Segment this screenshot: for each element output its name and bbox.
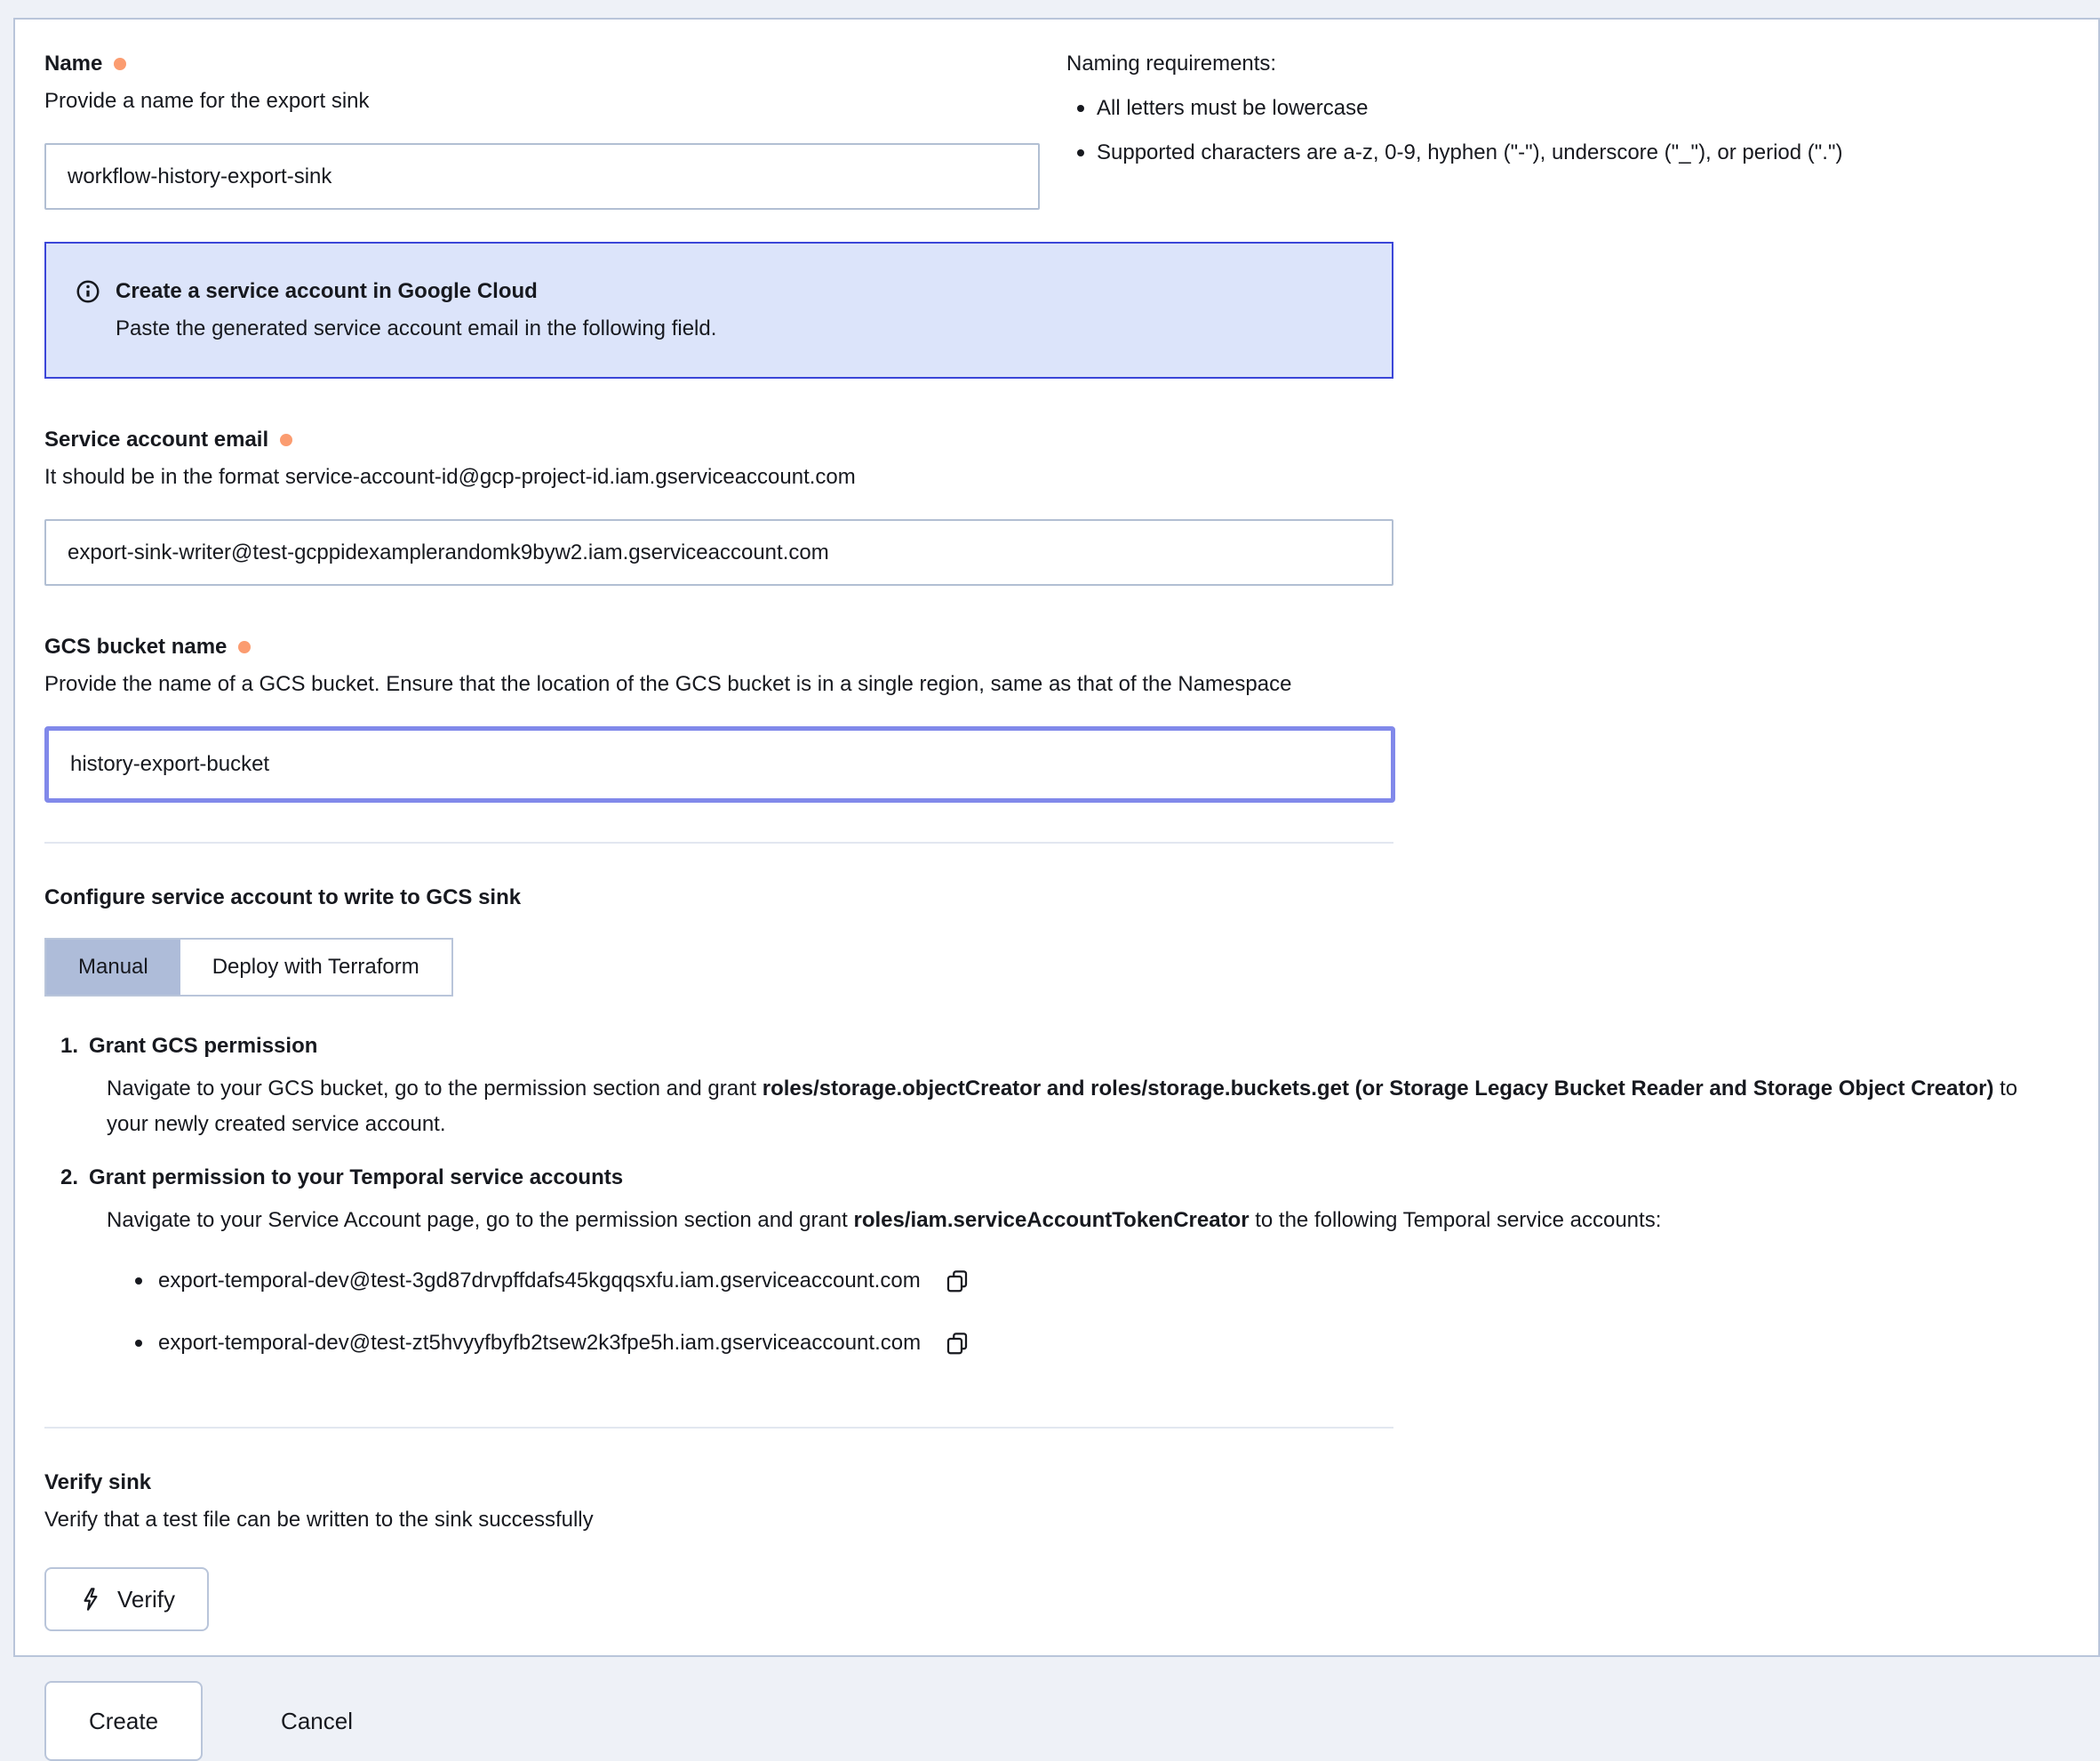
info-banner xyxy=(44,242,1393,379)
name-section xyxy=(44,49,2098,210)
bucket-section xyxy=(44,632,2098,803)
step-instructions: Navigate to your GCS bucket, go to the permission section and grant roles/storage.objectCreator and roles/storage.buckets.get (or Storage Legacy Bucket Reader and Storage Object Creator) to your newly created service account. xyxy=(107,1077,2018,1136)
step-number: 1. xyxy=(60,1034,79,1058)
naming-requirements-title: Naming requirements: xyxy=(1066,52,1277,76)
verify-title: Verify sink xyxy=(44,1470,152,1494)
service-account-email: export-temporal-dev@test-3gd87drvpffdafs45kgqqsxfu.iam.gserviceaccount.com xyxy=(158,1269,921,1293)
copy-icon[interactable] xyxy=(942,1266,972,1296)
temporal-service-accounts xyxy=(124,1263,2098,1361)
service-account-email-input[interactable] xyxy=(44,519,1393,586)
service-account-item xyxy=(124,1325,2098,1361)
service-account-label xyxy=(44,425,2098,455)
service-account-label-text: Service account email xyxy=(44,428,269,452)
verify-button-label: Verify xyxy=(117,1585,176,1613)
step-number: 2. xyxy=(60,1165,79,1189)
form-actions xyxy=(44,1681,2098,1761)
naming-requirements-list xyxy=(1066,93,1842,168)
configure-title: Configure service account to write to GCS sink xyxy=(44,885,522,909)
name-description: Provide a name for the export sink xyxy=(44,89,370,113)
naming-requirement-item: Supported characters are a-z, 0-9, hyphen ("-"), underscore ("_"), or period (".") xyxy=(1066,138,1842,168)
configure-steps xyxy=(60,1030,2098,1388)
verify-description: Verify that a test file can be written to the sink successfully xyxy=(44,1508,594,1532)
configure-tabs xyxy=(44,938,453,997)
tab-manual[interactable]: Manual xyxy=(46,940,180,995)
info-banner-header xyxy=(75,276,1365,308)
name-input[interactable] xyxy=(44,143,1040,210)
step-grant-temporal-permission xyxy=(60,1162,2098,1388)
tab-deploy-with-terraform[interactable]: Deploy with Terraform xyxy=(180,940,451,995)
name-label-text: Name xyxy=(44,52,103,76)
export-sink-form-card xyxy=(13,18,2100,1734)
step-instructions: Navigate to your Service Account page, go to the permission section and grant roles/iam.serviceAccountTokenCreator to the following Temporal service accounts: xyxy=(107,1208,1662,1232)
bucket-name-input[interactable] xyxy=(44,726,1395,803)
service-account-section xyxy=(44,425,2098,586)
bucket-label-text: GCS bucket name xyxy=(44,635,228,659)
service-account-email: export-temporal-dev@test-zt5hvyyfbyfb2tsew2k3fpe5h.iam.gserviceaccount.com xyxy=(158,1331,922,1355)
cancel-button[interactable]: Cancel xyxy=(238,1681,395,1761)
step-title: Grant permission to your Temporal service accounts xyxy=(89,1165,624,1189)
naming-requirement-item: All letters must be lowercase xyxy=(1066,93,1842,124)
step-title: Grant GCS permission xyxy=(89,1034,318,1058)
step-grant-gcs-permission xyxy=(60,1030,2098,1142)
section-divider xyxy=(44,842,1393,844)
name-label xyxy=(44,49,1040,79)
configure-section xyxy=(44,883,2098,1388)
verify-section xyxy=(44,1468,2098,1631)
required-dot-icon xyxy=(114,58,126,70)
required-dot-icon xyxy=(280,434,292,446)
verify-button[interactable] xyxy=(44,1567,209,1631)
naming-requirements xyxy=(1066,49,1842,210)
info-icon xyxy=(75,278,101,305)
required-dot-icon xyxy=(238,641,251,653)
lightning-icon xyxy=(78,1587,103,1612)
section-divider xyxy=(44,1427,1393,1429)
info-banner-description: Paste the generated service account email in the following field. xyxy=(116,316,717,340)
bucket-description: Provide the name of a GCS bucket. Ensure that the location of the GCS bucket is in a single region, same as that of the Namespace xyxy=(44,672,1292,696)
info-banner-title: Create a service account in Google Cloud xyxy=(116,279,538,303)
name-field-block xyxy=(44,49,1040,210)
create-button[interactable]: Create xyxy=(44,1681,203,1761)
service-account-description: It should be in the format service-account-id@gcp-project-id.iam.gserviceaccount.com xyxy=(44,465,856,489)
bucket-label xyxy=(44,632,2098,662)
copy-icon[interactable] xyxy=(942,1328,972,1358)
service-account-item xyxy=(124,1263,2098,1299)
